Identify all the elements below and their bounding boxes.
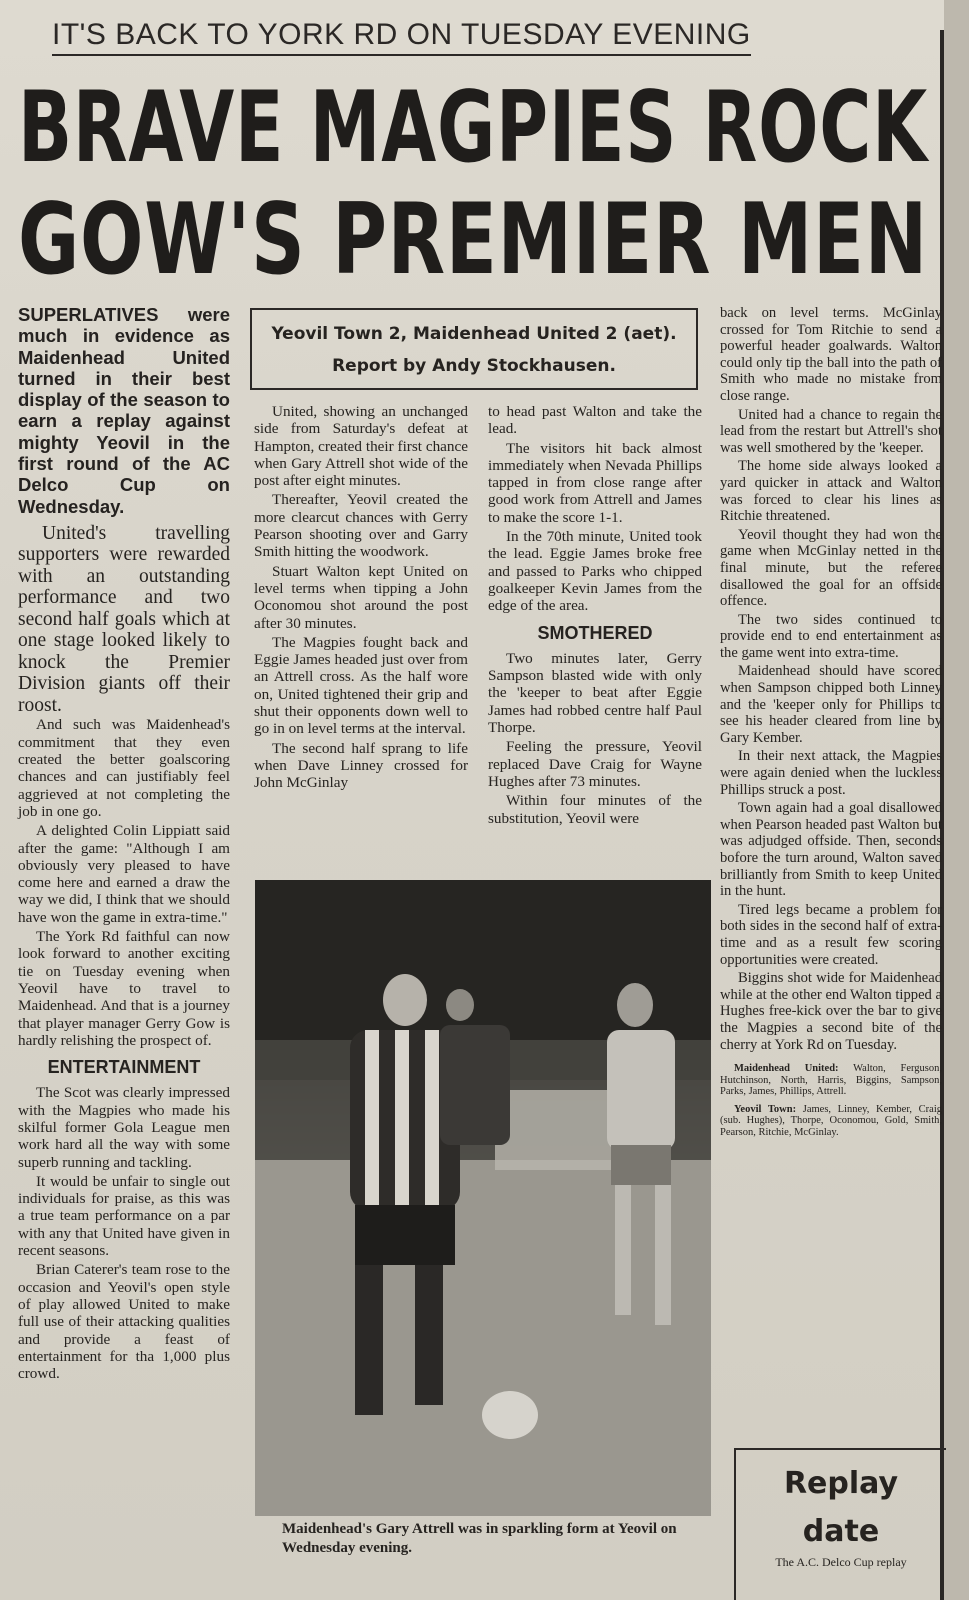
column-1 [18,304,230,1384]
paragraph: The Scot was clearly impressed with the Magpies who made his skilful former Gola League men work hard all the way with some superb running and tackling. [18,1084,230,1171]
team-lineups [720,1063,942,1138]
report-box [250,308,698,390]
column-2 [254,403,468,794]
subheading-entertainment: ENTERTAINMENT [47,1057,201,1078]
paragraph: A delighted Colin Lippiatt said after the game: "Although I am obviously very pleased to have come here and earned a draw the way we did, I think that we should have won the game in extra-time." [18,822,230,926]
paragraph: Biggins shot wide for Maidenhead while at the other end Walton tipped a Hughes free-kick over the bar to give the Magpies a second bite of the cherry at York Rd on Tuesday. [720,970,942,1053]
column-3 [488,403,702,829]
paragraph: Brian Caterer's team rose to the occasion and Yeovil's open style of play allowed United to make full use of their attacking qualities and provide a feast of entertainment for tha 1,000 plus crowd. [18,1261,230,1383]
paragraph: Town again had a goal disallowed when Pearson headed past Walton but was adjudged offside. Then, seconds bofore the turn around, Walton saved brilliantly from Smith to keep United in the hunt. [720,800,942,900]
paragraph: Yeovil thought they had won the game when McGinlay netted in the final minute, but the referee disallowed the goal for an offside offence. [720,526,942,610]
paragraph: back on level terms. McGinlay crossed for Tom Ritchie to send a powerful header goalwards. Walton could only tip the ball into the path of Smith who made no mistake from close range. [720,305,942,404]
paragraph: United, showing an unchanged side from Saturday's defeat at Hampton, created their first chance when Gary Attrell shot wide of the post after eight minutes. [254,403,468,490]
paragraph: United had a chance to regain the lead from the restart but Attrell's shot was well smothered by the 'keeper. [720,406,942,456]
paragraph: Feeling the pressure, Yeovil replaced Dave Craig for Wayne Hughes after 73 minutes. [488,738,702,790]
match-photo [255,880,711,1516]
main-headline [18,72,938,296]
replay-heading-line-2: date [802,1514,880,1549]
page-edge [944,0,969,1600]
replay-text: The A.C. Delco Cup replay [775,1555,907,1569]
byline: Report by Andy Stockhausen. [332,356,616,376]
lead-second-paragraph: United's travelling supporters were rewarded with an outstanding performance and two second half goals which at one stage looked likely to knock the Premier Division giants off their roost. [18,522,230,716]
paragraph: Two minutes later, Gerry Sampson blasted wide with only the 'keeper to beat after Eggie James had robbed centre half Paul Thorpe. [488,649,702,737]
paragraph: Thereafter, Yeovil created the more clearcut chances with Gerry Pearson shooting over and Garry Smith hitting the woodwork. [254,491,468,561]
paragraph: The Magpies fought back and Eggie James headed just over from an Attrell cross. As the half wore on, United tightened their grip and shut their opponents down well to go in on level terms at the interval. [254,633,468,738]
paragraph: The home side always looked a yard quicker in attack and Walton was forced to clear his lines as Ritchie threatened. [720,458,942,525]
column-4 [720,305,942,1144]
photo-illustration [255,880,711,1516]
subheading-smothered: SMOTHERED [537,622,653,643]
paragraph: In the 70th minute, United took the lead. Eggie James broke free and passed to Parks who chipped goalkeeper Kevin James from the edge of the area. [488,528,702,615]
replay-date-box [734,1448,946,1600]
paragraph: And such was Maidenhead's commitment that they even created the better goalscoring chances and can justifiably feel aggrieved at not completing the job in one go. [18,716,230,820]
paragraph: Stuart Walton kept United on level terms when tipping a John Oconomou shot around the post after 30 minutes. [254,562,468,632]
photo-caption: Maidenhead's Gary Attrell was in sparkling form at Yeovil on Wednesday evening. [282,1521,677,1556]
paragraph: The visitors hit back almost immediately when Nevada Phillips tapped in from close range after good work from Attrell and James to make the score 1-1. [488,439,702,526]
paragraph: to head past Walton and take the lead. [488,403,702,438]
lineup-maidenhead: Maidenhead United: Walton, Ferguson, Hutchinson, North, Harris, Biggins, Sampson, Parks, James, Phillips, Attrell. [720,1063,943,1098]
kicker-headline: IT'S BACK TO YORK RD ON TUESDAY EVENING [52,18,751,56]
score-line: Yeovil Town 2, Maidenhead United 2 (aet). [271,324,677,344]
paragraph: The two sides continued to provide end to end entertainment as the game went into extra-time. [720,611,942,661]
lead-paragraph: SUPERLATIVES were much in evidence as Maidenhead United turned in their best display of the season to earn a replay against mighty Yeovil in the first round of the AC Delco Cup on Wednesday. [18,304,230,517]
paragraph: It would be unfair to single out individuals for praise, as this was a true team performance on a par with any that United have given in recent seasons. [18,1172,230,1260]
paragraph: The second half sprang to life when Dave Linney crossed for John McGinlay [254,739,468,792]
headline-line-1: BRAVE MAGPIES ROCK [18,71,928,185]
paragraph: Within four minutes of the substitution, Yeovil were [488,792,702,827]
lineup-yeovil: Yeovil Town: James, Linney, Kember, Craig (sub. Hughes), Thorpe, Oconomou, Gold, Smith, Pearson, Ritchie, McGinlay. [720,1103,943,1138]
headline-line-2: GOW'S PREMIER MEN [18,183,928,297]
paragraph: In their next attack, the Magpies were again denied when the luckless Phillips struck a post. [720,748,942,798]
paragraph: The York Rd faithful can now look forward to another exciting tie on Tuesday evening when Yeovil have to travel to Maidenhead. And that is a journey that player manager Gerry Gow is hardly relishing the prospect of. [18,928,230,1049]
replay-heading-line-1: Replay [783,1466,899,1501]
paragraph: Maidenhead should have scored when Sampson chipped both Linney and the 'keeper only for Phillips to see his header cleared from line by Gary Kember. [720,663,942,746]
paragraph: Tired legs became a problem for both sides in the second half of extra-time and as a result few scoring opportunities were created. [720,901,942,968]
